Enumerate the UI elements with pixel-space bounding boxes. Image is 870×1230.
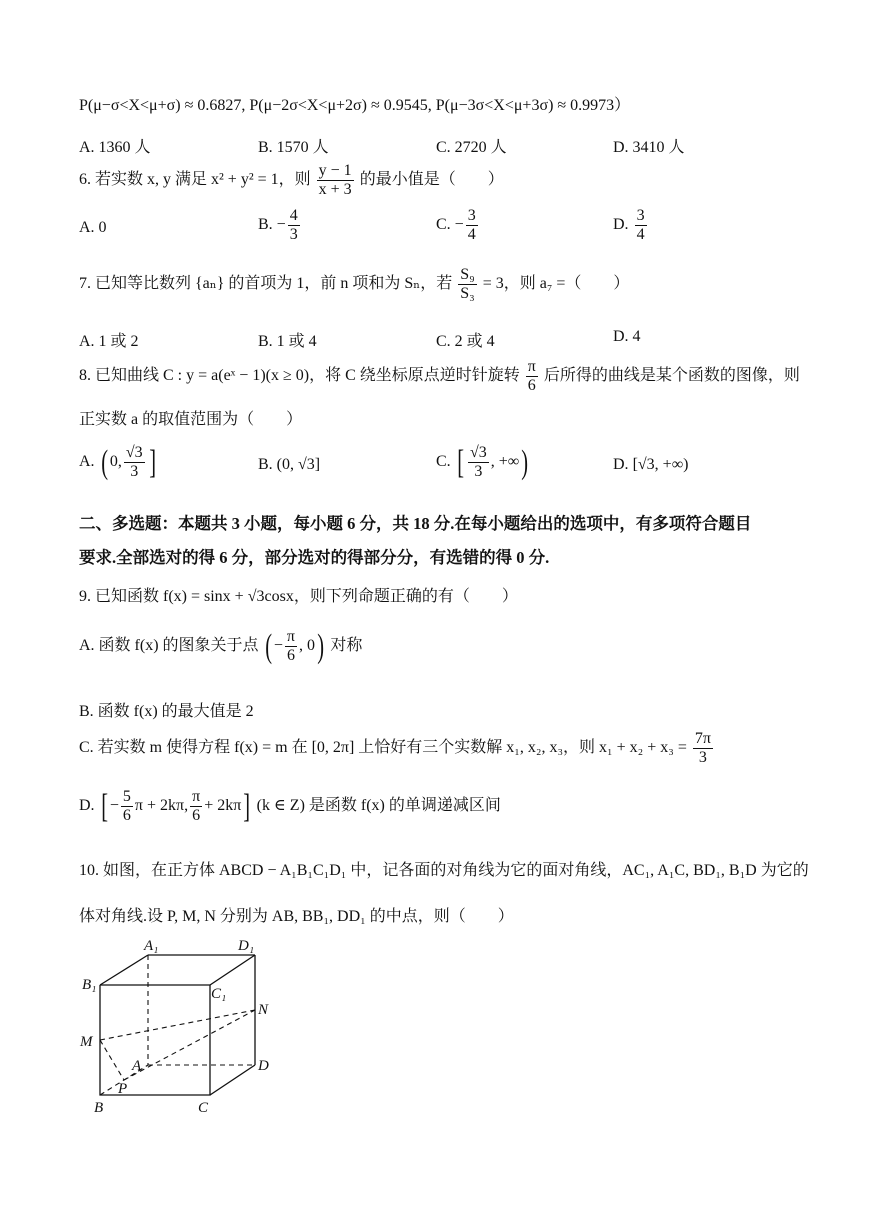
q9-option-c-den: 3 <box>698 749 707 766</box>
q9-stem <box>79 583 518 606</box>
q6-option-d <box>613 207 649 244</box>
q7-option-c <box>436 328 495 351</box>
q6-option-c <box>436 207 480 244</box>
label-n: N <box>258 1002 269 1018</box>
q6-option-b-label: B. <box>258 216 273 234</box>
q9-option-d-fraction1 <box>121 788 133 825</box>
q9-option-a-left-paren: ( <box>264 627 272 665</box>
q8-option-c-label: C. <box>436 453 451 471</box>
q9-option-a <box>79 628 362 665</box>
q8-option-a-fraction <box>124 444 145 481</box>
q8-option-a <box>79 444 158 481</box>
q8-prefix: 8. 已知曲线 C : y = a(eˣ − 1)(x ≥ 0)，将 C 绕坐标原点逆时针旋转 <box>79 367 520 385</box>
q6-option-d-num: 3 <box>636 207 645 224</box>
segment-p-n <box>124 1010 255 1080</box>
q5-option-a-text: A. 1360 人 <box>79 139 151 156</box>
q5-option-c-text: C. 2720 人 <box>436 139 507 156</box>
q9-option-d-num2: π <box>192 788 201 805</box>
q9-option-d-suffix: (k ∈ Z) 是函数 f(x) 的单调递减区间 <box>256 797 501 815</box>
q6-prefix: 6. 若实数 x, y 满足 x² + y² = 1，则 <box>79 171 311 189</box>
q6-option-d-label: D. <box>613 216 629 234</box>
q7-option-b-text: B. 1 或 4 <box>258 333 317 350</box>
q6-option-b <box>258 207 302 244</box>
q5-option-b <box>258 134 329 157</box>
q9-option-d-mid: π + 2kπ, <box>134 797 189 815</box>
q9-option-b <box>79 698 254 721</box>
cube-front-face <box>100 985 210 1095</box>
q7-stem <box>79 266 629 303</box>
q8-option-a-num: √3 <box>125 444 143 461</box>
edge-c1-d1 <box>210 955 255 985</box>
q6-option-b-fraction <box>288 207 300 244</box>
label-d: D <box>258 1058 269 1074</box>
q7-option-d-text: D. 4 <box>613 328 641 345</box>
q5-option-d <box>613 134 685 157</box>
q9-stem-text: 9. 已知函数 f(x) = sinx + √3cosx，则下列命题正确的有（ ） <box>79 588 518 605</box>
q8-option-a-first: 0, <box>109 453 122 471</box>
q7-option-b <box>258 328 317 351</box>
q6-option-b-den: 3 <box>289 226 298 243</box>
q9-option-a-sign: − <box>273 637 283 655</box>
q5-option-a <box>79 134 151 157</box>
q8-option-c-left-bracket: [ <box>456 443 464 481</box>
q8-stem-line2 <box>79 406 302 429</box>
q8-line2-text: 正实数 a 的取值范围为（ ） <box>79 411 303 428</box>
q8-option-a-den: 3 <box>130 463 139 480</box>
q9-option-c-num: 7π <box>694 730 711 747</box>
q9-option-d-right-bracket: ] <box>243 787 251 825</box>
label-p: P <box>118 1081 128 1097</box>
q10-line1-text: 10. 如图，在正方体 ABCD − A₁B₁C₁D₁ 中，记各面的对角线为它的面对角线，AC₁, A₁C, BD₁, B₁D 为它的 <box>79 862 809 879</box>
q9-option-c-fraction <box>693 730 713 767</box>
q9-option-d-num1: 5 <box>122 788 131 805</box>
q5-option-c <box>436 134 507 157</box>
q8-option-c-right-bracket: ) <box>521 443 529 481</box>
q8-option-d-label: D. <box>613 456 629 473</box>
q9-option-c-prefix: C. 若实数 m 使得方程 f(x) = m 在 [0, 2π] 上恰好有三个实数解 x₁, x₂, x₃，则 x₁ + x₂ + x₃ = <box>79 739 687 757</box>
section2-line2-text: 要求.全部选对的得 6 分，部分选对的得部分分，有选错的得 0 分. <box>79 548 550 567</box>
q7-option-c-text: C. 2 或 4 <box>436 333 495 350</box>
label-d1: D₁ <box>238 938 255 954</box>
q6-option-a <box>79 219 107 237</box>
label-c1: C₁ <box>211 986 227 1002</box>
q5-probability-line <box>79 92 630 115</box>
q8-option-c-tail: , +∞ <box>490 453 520 471</box>
q6-option-c-den: 4 <box>467 226 476 243</box>
q7-option-a <box>79 328 139 351</box>
q8-fraction <box>526 358 538 395</box>
q8-option-c-num: √3 <box>470 444 487 461</box>
q9-option-d-den2: 6 <box>192 807 201 824</box>
q10-line2-text: 体对角线.设 P, M, N 分别为 AB, BB₁, DD₁ 的中点，则（ ） <box>79 908 514 925</box>
label-c: C <box>198 1100 209 1116</box>
q8-option-c-fraction <box>468 444 489 481</box>
q8-option-a-label: A. <box>79 453 95 471</box>
label-b1: B₁ <box>82 977 97 993</box>
q6-option-d-fraction <box>635 207 647 244</box>
q6-option-b-sign: − <box>276 216 286 234</box>
q7-option-d <box>613 328 641 346</box>
q9-option-a-den: 6 <box>286 647 295 664</box>
q6-option-c-num: 3 <box>467 207 476 224</box>
q9-option-a-fraction <box>285 628 297 665</box>
q9-option-a-suffix: 对称 <box>330 637 363 655</box>
q10-stem-line2 <box>79 903 514 926</box>
q8-option-b-label: B. <box>258 456 273 473</box>
q6-option-a-text: A. 0 <box>79 219 107 236</box>
q7-frac-num: S₉ <box>460 266 475 283</box>
q9-option-d-tail: + 2kπ <box>204 797 242 815</box>
q6-option-c-sign: − <box>454 216 464 234</box>
section2-line1-text: 二、多选题：本题共 3 小题，每小题 6 分，共 18 分.在每小题给出的选项中，有多项符合题目 <box>79 514 752 533</box>
q8-option-d-body: [√3, +∞) <box>632 456 689 473</box>
q8-suffix: 后所得的曲线是某个函数的图像，则 <box>543 367 800 385</box>
segment-m-p <box>100 1040 124 1080</box>
q6-stem <box>79 162 504 199</box>
q6-option-b-num: 4 <box>289 207 298 224</box>
q6-frac-den: x + 3 <box>318 181 352 198</box>
q8-option-b <box>258 456 320 474</box>
q8-option-a-left-bracket: ( <box>100 443 108 481</box>
q8-option-c-den: 3 <box>474 463 483 480</box>
q8-option-b-body: (0, √3] <box>276 456 321 473</box>
q7-suffix: = 3，则 a₇ =（ ） <box>482 275 630 293</box>
q9-option-d-sign: − <box>109 797 119 815</box>
q7-prefix: 7. 已知等比数列 {aₙ} 的首项为 1，前 n 项和为 Sₙ，若 <box>79 275 453 293</box>
label-a: A <box>132 1058 142 1074</box>
q9-option-a-right-paren: ) <box>317 627 325 665</box>
q9-option-d-den1: 6 <box>122 807 131 824</box>
edge-c-d <box>210 1065 255 1095</box>
q6-option-d-den: 4 <box>636 226 645 243</box>
q9-option-b-text: B. 函数 f(x) 的最大值是 2 <box>79 703 254 720</box>
section2-heading-line2 <box>79 544 549 568</box>
label-m: M <box>80 1034 93 1050</box>
q5-option-b-text: B. 1570 人 <box>258 139 329 156</box>
q5-probability-text: P(μ−σ<X<μ+σ) ≈ 0.6827, P(μ−2σ<X<μ+2σ) ≈ 0.9545, P(μ−3σ<X<μ+3σ) ≈ 0.9973） <box>79 97 631 114</box>
q5-option-d-text: D. 3410 人 <box>613 139 685 156</box>
q8-option-d <box>613 456 688 474</box>
section2-heading-line1 <box>79 510 751 534</box>
edge-b1-a1 <box>100 955 148 985</box>
q6-frac-num: y − 1 <box>318 162 352 179</box>
q7-frac-den: S₃ <box>460 285 475 302</box>
q8-option-c <box>436 444 531 481</box>
q6-option-c-fraction <box>466 207 478 244</box>
q9-option-d-left-bracket: [ <box>100 787 108 825</box>
q8-option-a-right-bracket: ] <box>148 443 156 481</box>
q9-option-a-num: π <box>286 628 295 645</box>
q10-stem-line1 <box>79 857 809 880</box>
q6-option-c-label: C. <box>436 216 451 234</box>
q9-option-d-fraction2 <box>190 788 202 825</box>
q8-stem <box>79 358 800 395</box>
label-a1: A₁ <box>144 938 159 954</box>
q7-option-a-text: A. 1 或 2 <box>79 333 139 350</box>
segment-m-n <box>100 1010 255 1040</box>
q9-option-d <box>79 788 501 825</box>
q9-option-a-prefix: A. 函数 f(x) 的图象关于点 <box>79 637 259 655</box>
q6-fraction <box>317 162 354 199</box>
q9-option-c <box>79 730 715 767</box>
cube-figure <box>70 930 300 1120</box>
q9-option-d-label: D. <box>79 797 95 815</box>
q7-fraction <box>458 266 476 303</box>
q8-frac-num: π <box>527 358 536 375</box>
q6-suffix: 的最小值是（ ） <box>359 171 504 189</box>
label-b: B <box>94 1100 104 1116</box>
q9-option-a-tail: , 0 <box>298 637 315 655</box>
q8-frac-den: 6 <box>527 377 536 394</box>
